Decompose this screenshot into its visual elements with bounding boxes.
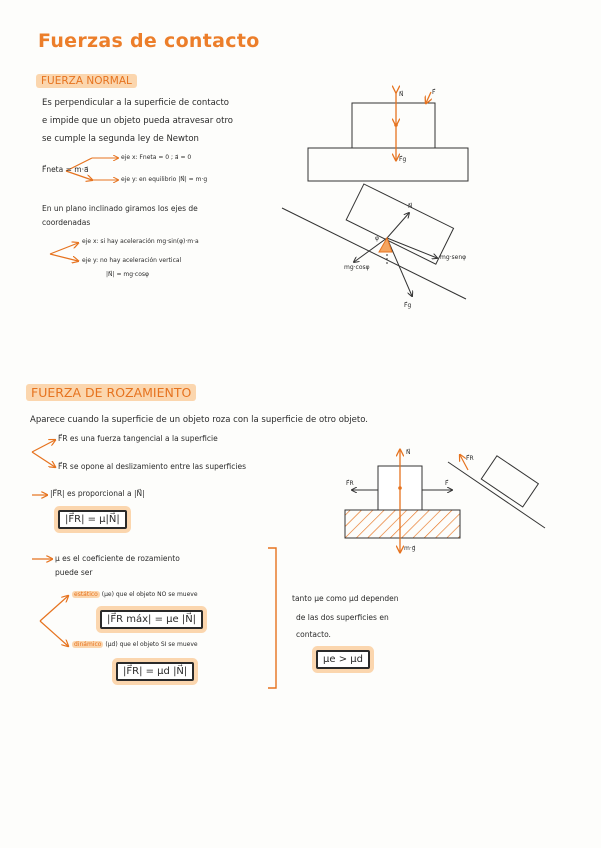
incline-label-phi: φ (375, 235, 379, 242)
mu-line-1: μ es el coeficiente de rozamiento (55, 554, 180, 563)
label-fg: F⃗g (399, 156, 407, 163)
section-heading-normal: FUERZA NORMAL (36, 74, 137, 88)
static-word: estático (74, 591, 98, 598)
incline-label-mgcos: mg·cosφ (344, 264, 370, 271)
incline-eje-y: eje y: no hay aceleración vertical (82, 257, 182, 264)
incline-para-2: coordenadas (42, 218, 91, 227)
inclined-plane-diagram (282, 184, 466, 299)
dynamic-line (72, 641, 198, 648)
section-heading-rozamiento: FUERZA DE ROZAMIENTO (26, 384, 196, 401)
side-note-2: de las dos superficies en (296, 613, 389, 622)
friction-label-fr: F⃗R (346, 480, 354, 487)
normal-block-diagram (308, 92, 468, 181)
roz-bullet-3: |F⃗R| es proporcional a |N⃗| (50, 489, 145, 498)
dynamic-word: dinámico (74, 641, 102, 648)
roz-bullet-1: F⃗R es una fuerza tangencial a la superficie (58, 434, 218, 443)
formula-box-2: |F⃗R máx| = μe |N⃗| (100, 610, 203, 629)
page-title: Fuerzas de contacto (38, 30, 260, 52)
static-line (72, 591, 198, 598)
incline-normal: |N⃗| = mg·cosφ (106, 271, 149, 278)
side-note-3: contacto. (296, 630, 331, 639)
mu-line-2: puede ser (55, 568, 93, 577)
incline-label-n: N⃗ (408, 203, 413, 210)
incline-eje-x: eje x: si hay aceleración mg·sin(φ)·m·a (82, 238, 199, 245)
friction-label-n: N⃗ (406, 449, 411, 456)
friction-incline-diagram (448, 455, 545, 528)
formula-box-4: μe > μd (316, 650, 370, 669)
eje-x-note: eje x: Fneta = 0 ; a⃗ = 0 (121, 154, 192, 161)
label-n: N⃗ (399, 91, 404, 98)
friction-block-diagram (345, 450, 460, 552)
fneta-formula: F⃗neta = m·a⃗ (42, 165, 89, 174)
normal-para-1: Es perpendicular a la superficie de contacto (42, 98, 229, 108)
roz-text-arrows (32, 440, 276, 688)
eje-y-note: eje y: en equilibrio |N⃗| = m·g (121, 176, 208, 183)
friction-label-mg: m·g⃗ (404, 545, 416, 552)
formula-box-3: |F⃗R| = μd |N⃗| (116, 662, 194, 681)
normal-para-2: e impide que un objeto pueda atravesar otro (42, 116, 233, 126)
label-f: F⃗ (432, 89, 436, 96)
friction-label-f: F⃗ (445, 480, 449, 487)
formula-box-1: |F⃗R| = μ|N⃗| (58, 510, 127, 529)
incline-label-mgsin: mg·senφ (440, 254, 467, 261)
side-note-1: tanto μe como μd dependen (292, 594, 399, 603)
dynamic-rest: (μd) que el objeto SI se mueve (105, 641, 198, 648)
incline-friction-label: F⃗R (466, 455, 474, 462)
normal-para-3: se cumple la segunda ley de Newton (42, 134, 199, 144)
static-rest: (μe) que el objeto NO se mueve (101, 591, 198, 598)
incline-para-1: En un plano inclinado giramos los ejes de (42, 204, 198, 213)
roz-bullet-2: F⃗R se opone al deslizamiento entre las superficies (58, 462, 246, 471)
incline-label-fg: F⃗g (404, 302, 412, 309)
roz-intro: Aparece cuando la superficie de un objeto roza con la superficie de otro objeto. (30, 415, 368, 425)
